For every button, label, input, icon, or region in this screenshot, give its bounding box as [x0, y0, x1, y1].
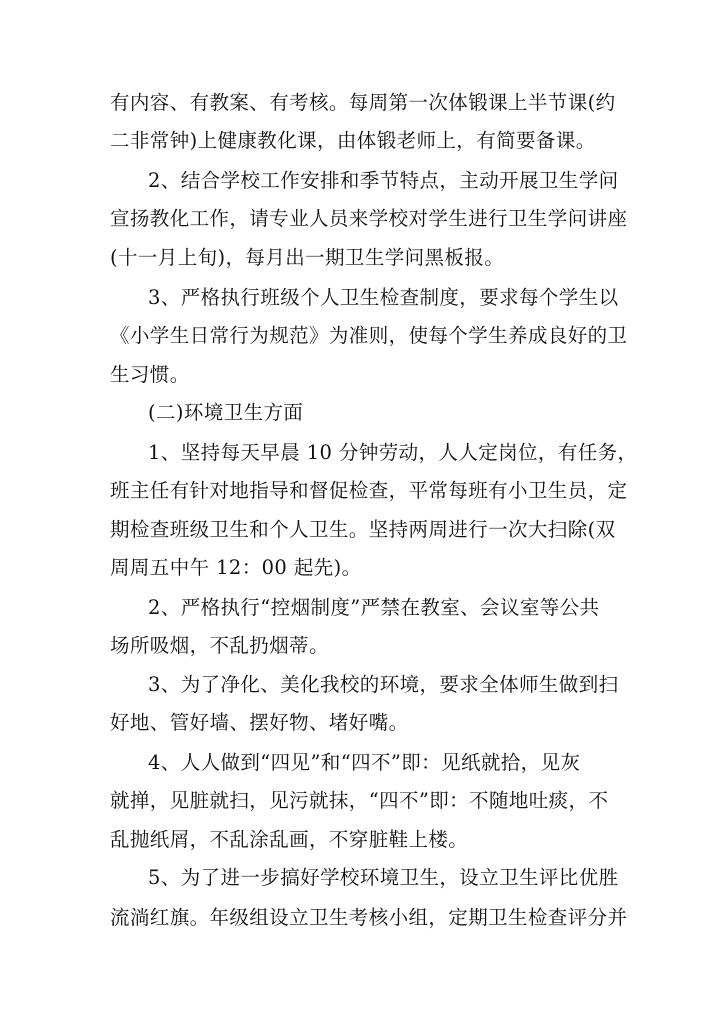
- text-line: 周周五中午 12：00 起先)。: [110, 556, 362, 579]
- text-line: 3、为了净化、美化我校的环境，要求全体师生做到扫: [148, 673, 619, 696]
- text-line: 流淌红旗。年级组设立卫生考核小组，定期卫生检查评分并: [110, 906, 628, 929]
- text-line: 乱抛纸屑，不乱涂乱画，不穿脏鞋上楼。: [110, 828, 469, 851]
- text-line: 有内容、有教案、有考核。每周第一次体锻课上半节课(约: [110, 91, 616, 114]
- text-line: 就掸，见脏就扫，见污就抹，“四不”即：不随地吐痰，不: [110, 789, 609, 812]
- text-line: 生习惯。: [110, 363, 190, 386]
- text-line: 《小学生日常行为规范》为准则，使每个学生养成良好的卫: [110, 324, 628, 347]
- text-line: 期检查班级卫生和个人卫生。坚持两周进行一次大扫除(双: [110, 518, 616, 541]
- text-line: 3、严格执行班级个人卫生检查制度，要求每个学生以: [148, 286, 619, 309]
- section-heading: (二)环境卫生方面: [148, 401, 304, 424]
- text-line: 宣扬教化工作，请专业人员来学校对学生进行卫生学问讲座: [110, 207, 628, 230]
- text-line: (十一月上旬)，每月出一期卫生学问黑板报。: [110, 246, 505, 269]
- text-line: 4、人人做到“四见”和“四不”即：见纸就拾，见灰: [148, 751, 581, 774]
- text-line: 5、为了进一步搞好学校环境卫生，设立卫生评比优胜: [148, 866, 619, 889]
- text-line: 班主任有针对地指导和督促检查，平常每班有小卫生员，定: [110, 479, 628, 502]
- text-line: 2、严格执行“控烟制度”严禁在教室、会议室等公共: [148, 596, 600, 619]
- text-line: 场所吸烟，不乱扔烟蒂。: [110, 634, 329, 657]
- text-line: 好地、管好墙、摆好物、堵好嘴。: [110, 711, 409, 734]
- text-line: 二非常钟)上健康教化课，由体锻老师上，有简要备课。: [110, 129, 596, 152]
- text-line: 2、结合学校工作安排和季节特点，主动开展卫生学问: [148, 169, 619, 192]
- text-line: 1、坚持每天早晨 10 分钟劳动，人人定岗位，有任务，: [148, 441, 638, 464]
